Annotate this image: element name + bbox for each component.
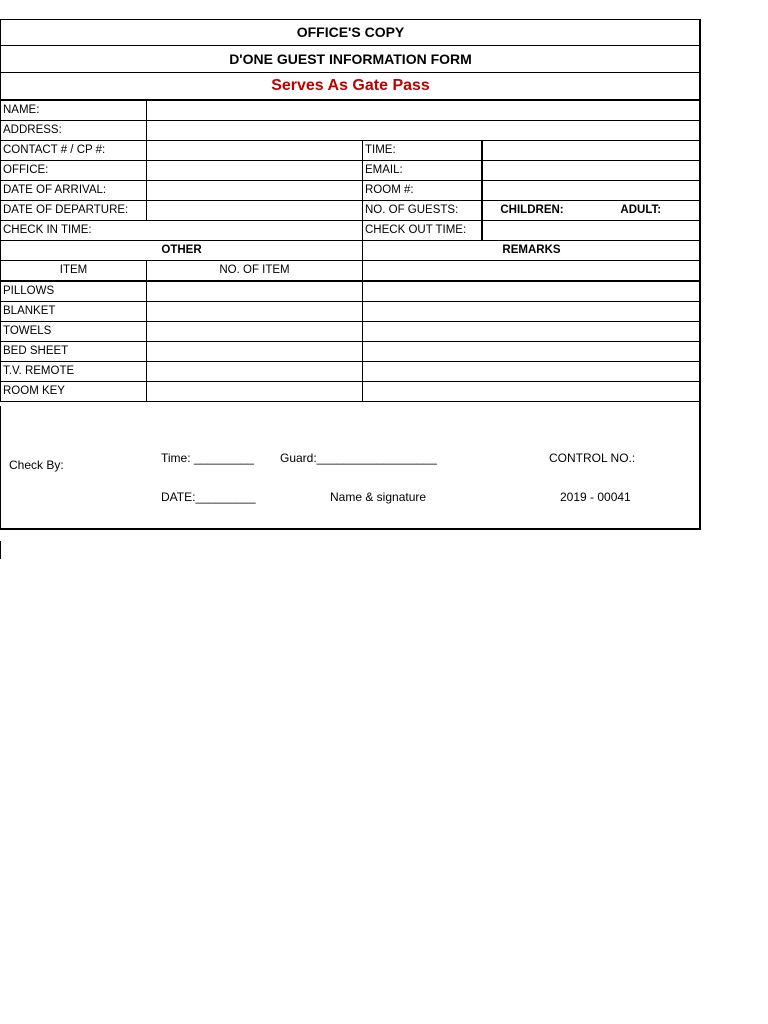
name-label: NAME: (1, 100, 147, 121)
form-right-border (699, 19, 701, 530)
contact-field[interactable] (147, 141, 363, 161)
item-remarks-field[interactable] (363, 322, 701, 342)
item-label: BLANKET (1, 302, 147, 322)
email-label: EMAIL: (363, 161, 482, 181)
item-remarks-field[interactable] (363, 342, 701, 362)
item-count-field[interactable] (147, 322, 363, 342)
address-label: ADDRESS: (1, 121, 147, 141)
time-label: TIME: (363, 141, 482, 161)
date-departure-label: DATE OF DEPARTURE: (1, 201, 147, 221)
item-count-field[interactable] (147, 302, 363, 322)
room-field[interactable] (482, 181, 701, 201)
check-by-label: Check By: (9, 458, 64, 472)
form-title: D'ONE GUEST INFORMATION FORM (1, 46, 701, 73)
address-field[interactable] (147, 121, 701, 141)
remarks-field[interactable] (363, 261, 701, 282)
signature-footer (0, 406, 701, 530)
contact-label: CONTACT # / CP #: (1, 141, 147, 161)
check-out-label: CHECK OUT TIME: (363, 221, 482, 241)
guest-information-form (0, 19, 701, 402)
remarks-heading: REMARKS (363, 241, 701, 261)
table-row (1, 281, 701, 302)
adult-label: ADULT: (582, 201, 701, 221)
date-departure-field[interactable] (147, 201, 363, 221)
check-out-field[interactable] (482, 221, 701, 241)
children-label: CHILDREN: (482, 201, 582, 221)
guard-signature-line: Guard:__________________ (280, 451, 437, 465)
item-label: TOWELS (1, 322, 147, 342)
name-field[interactable] (147, 100, 701, 121)
item-remarks-field[interactable] (363, 362, 701, 382)
item-remarks-field[interactable] (363, 382, 701, 402)
other-heading: OTHER (1, 241, 363, 261)
check-in-label: CHECK IN TIME: (1, 221, 363, 241)
count-column-header: NO. OF ITEM (147, 261, 363, 282)
name-signature-caption: Name & signature (330, 490, 427, 504)
item-label: ROOM KEY (1, 382, 147, 402)
item-label: PILLOWS (1, 281, 147, 302)
item-column-header: ITEM (1, 261, 147, 282)
table-row (1, 302, 701, 322)
office-field[interactable] (147, 161, 363, 181)
item-remarks-field[interactable] (363, 302, 701, 322)
item-label: BED SHEET (1, 342, 147, 362)
item-label: T.V. REMOTE (1, 362, 147, 382)
text-cursor (0, 541, 1, 559)
no-guests-label: NO. OF GUESTS: (363, 201, 482, 221)
table-row (1, 382, 701, 402)
table-row (1, 342, 701, 362)
date-arrival-label: DATE OF ARRIVAL: (1, 181, 147, 201)
room-label: ROOM #: (363, 181, 482, 201)
date-arrival-field[interactable] (147, 181, 363, 201)
email-field[interactable] (482, 161, 701, 181)
item-remarks-field[interactable] (363, 281, 701, 302)
time-signature-line: Time: _________ (161, 451, 254, 465)
item-count-field[interactable] (147, 362, 363, 382)
time-field[interactable] (482, 141, 701, 161)
item-count-field[interactable] (147, 281, 363, 302)
office-label: OFFICE: (1, 161, 147, 181)
control-number-value: 2019 - 00041 (560, 490, 631, 504)
office-copy-heading: OFFICE'S COPY (1, 20, 701, 46)
table-row (1, 322, 701, 342)
gate-pass-heading: Serves As Gate Pass (1, 73, 701, 101)
control-number-label: CONTROL NO.: (549, 451, 636, 465)
item-count-field[interactable] (147, 382, 363, 402)
form-table (0, 19, 701, 402)
item-count-field[interactable] (147, 342, 363, 362)
date-signature-line: DATE:_________ (161, 490, 256, 504)
table-row (1, 362, 701, 382)
